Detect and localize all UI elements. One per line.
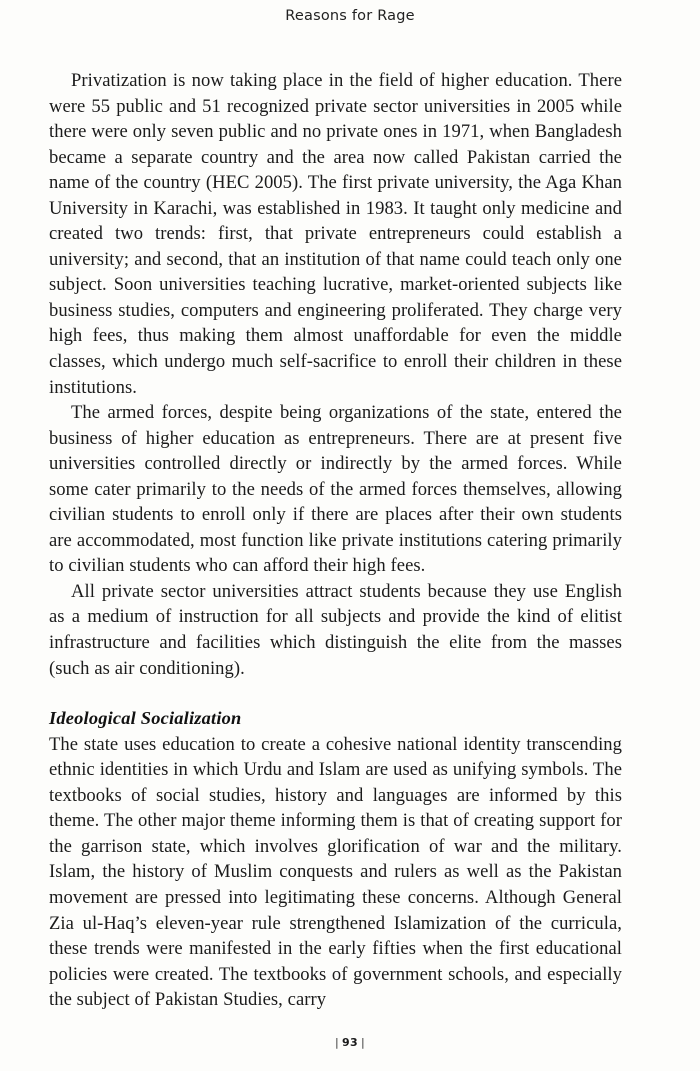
text-column — [49, 68, 622, 1013]
paragraph-english-medium: All private sector universities attract students because they use English as a medium of instruction for all subjects and provide the kind of elitist infrastructure and facilities which distinguish the elite from the masses (such as air conditioning). — [49, 580, 622, 679]
paragraph-armed-forces: The armed forces, despite being organizations of the state, entered the business of higher education as entrepreneurs. There are at present five universities controlled directly or indirectly by the armed forces. While some cater primarily to the needs of the armed forces themselves, allowing civilian students to enroll only if there are places after their own students are accommodated, most function like private institutions catering primarily to civilian students who can afford their high fees. — [49, 402, 622, 577]
paragraph-ideological-socialization: The state uses education to create a cohesive national identity transcending ethnic identities in which Urdu and Islam are used as unifying symbols. The textbooks of social studies, history and languages are informed by this theme. The other major theme informing them is that of creating support for the garrison state, which involves glorification of war and the military. Islam, the history of Muslim conquests and rulers as well as the Pakistan movement are pressed into legitimating these concerns. Although General Zia ul-Haq’s eleven-year rule strengthened Islamization of the curricula, these trends were manifested in the early fifties when the first educational policies were created. The textbooks of government schools, and especially the subject of Pakistan Studies, carry — [49, 733, 622, 1011]
heading-spacer — [49, 681, 622, 706]
folio-rule-right: | — [360, 1036, 365, 1049]
page-folio — [0, 1036, 700, 1049]
paragraph-privatization: Privatization is now taking place in the field of higher education. There were 55 public and 51 recognized private sector universities in 2005 while there were only seven public and no private ones in 1971, when Bangladesh became a separate country and the area now called Pakistan carried the name of the country (HEC 2005). The first private university, the Aga Khan University in Karachi, was established in 1983. It taught only medicine and created two trends: first, that private entrepreneurs could establish a university; and second, that an institution of that name could teach only one subject. Soon universities teaching lucrative, market-oriented subjects like business studies, computers and engineering proliferated. They charge very high fees, thus making them almost unaffordable for even the middle classes, which undergo much self-sacrifice to enroll their children in these institutions. — [49, 70, 622, 398]
section-heading-ideological-socialization: Ideological Socialization — [49, 708, 242, 729]
folio-page-number: 93 — [342, 1036, 358, 1049]
folio-rule-left: | — [335, 1036, 340, 1049]
running-head: Reasons for Rage — [285, 8, 415, 24]
